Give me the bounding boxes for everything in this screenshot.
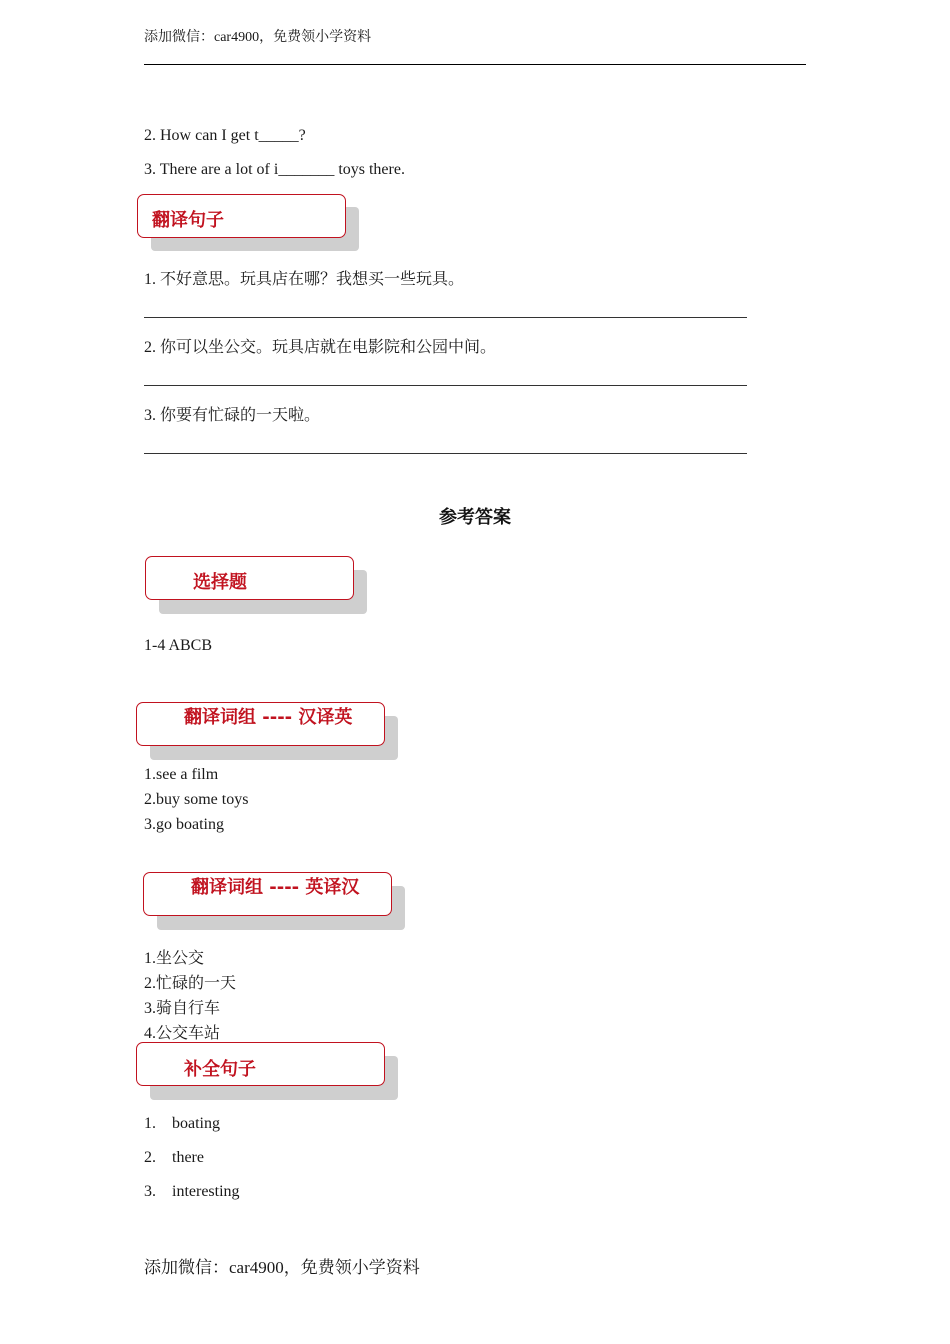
en-to-cn-item: 1.坐公交 <box>144 950 205 967</box>
item-text: boating <box>172 1115 220 1132</box>
section-title-en-to-cn: 翻译词组 ---- 英译汉 <box>191 877 360 898</box>
section-title-choice: 选择题 <box>193 572 247 593</box>
fill-question-2: 2. How can I get t_____? <box>144 127 306 144</box>
page-header: 添加微信：car4900，免费领小学资料 <box>144 30 372 45</box>
complete-item-2 <box>144 1149 204 1167</box>
cn-to-en-item: 1.see a film <box>144 766 219 783</box>
section-title-complete: 补全句子 <box>184 1059 256 1080</box>
answer-blank-line <box>144 453 747 454</box>
item-text: interesting <box>172 1183 240 1200</box>
page-footer: 添加微信：car4900，免费领小学资料 <box>144 1258 420 1277</box>
en-to-cn-item: 3.骑自行车 <box>144 1000 221 1017</box>
answer-blank-line <box>144 317 747 318</box>
fill-question-3: 3. There are a lot of i_______ toys there. <box>144 161 405 178</box>
item-text: there <box>172 1149 204 1166</box>
cn-to-en-item: 3.go boating <box>144 816 224 833</box>
translate-item-3: 3. 你要有忙碌的一天啦。 <box>144 407 321 424</box>
cn-to-en-item: 2.buy some toys <box>144 791 249 808</box>
answer-blank-line <box>144 385 747 386</box>
complete-item-1 <box>144 1115 220 1133</box>
item-number: 2. <box>144 1149 156 1166</box>
choice-answers: 1-4 ABCB <box>144 637 213 654</box>
section-heading-choice <box>145 556 354 600</box>
section-title-cn-to-en: 翻译词组 ---- 汉译英 <box>184 707 353 728</box>
en-to-cn-item: 4.公交车站 <box>144 1025 221 1042</box>
translate-item-2: 2. 你可以坐公交。玩具店就在电影院和公园中间。 <box>144 339 497 356</box>
item-number: 3. <box>144 1183 156 1200</box>
answers-title: 参考答案 <box>439 507 511 528</box>
item-number: 1. <box>144 1115 156 1132</box>
en-to-cn-item: 2.忙碌的一天 <box>144 975 237 992</box>
translate-item-1: 1. 不好意思。玩具店在哪？我想买一些玩具。 <box>144 271 465 288</box>
complete-item-3 <box>144 1183 240 1201</box>
section-title-translate-sentences: 翻译句子 <box>152 210 224 231</box>
header-divider <box>144 64 806 65</box>
section-heading-complete <box>136 1042 385 1086</box>
